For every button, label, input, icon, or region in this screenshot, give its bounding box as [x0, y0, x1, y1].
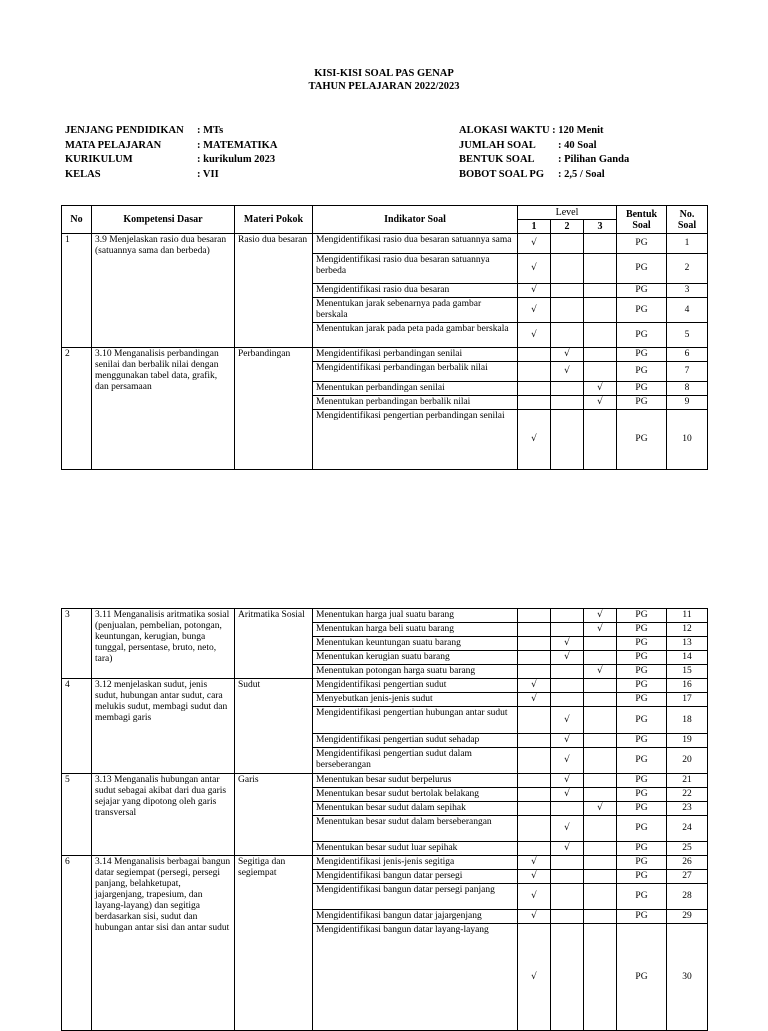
indikator-cell: Mengidentifikasi pengertian sudut sehadap [313, 734, 518, 748]
level-3-cell [584, 910, 617, 924]
level-check-mark: √ [564, 823, 570, 833]
indikator-cell: Mengidentifikasi bangun datar layang-layang [313, 924, 518, 1031]
nomor-soal-cell: 23 [667, 802, 708, 816]
level-3-cell [584, 665, 617, 679]
table-row [62, 348, 708, 362]
meta-key: BENTUK SOAL [459, 154, 535, 165]
materi-pokok-cell: Segitiga dan segiempat [235, 856, 313, 1031]
level-1-cell [518, 816, 551, 842]
level-3-cell [584, 802, 617, 816]
level-1-cell [518, 348, 551, 362]
meta-key: ALOKASI WAKTU [459, 125, 550, 136]
meta-value: : MTs [197, 125, 224, 136]
level-check-mark: √ [531, 238, 537, 248]
meta-row-jumlah [459, 139, 629, 154]
table-row [62, 234, 708, 254]
bentuk-soal-cell: PG [617, 924, 667, 1031]
level-2-cell [551, 870, 584, 884]
level-3-cell [584, 623, 617, 637]
indikator-cell: Menentukan potongan harga suatu barang [313, 665, 518, 679]
nomor-soal-cell: 30 [667, 924, 708, 1031]
level-2-cell [551, 254, 584, 284]
level-3-cell [584, 679, 617, 693]
bentuk-soal-cell: PG [617, 910, 667, 924]
level-3-cell [584, 410, 617, 470]
level-check-mark: √ [564, 366, 570, 376]
level-1-cell [518, 254, 551, 284]
level-1-cell [518, 856, 551, 870]
level-3-cell [584, 748, 617, 774]
level-check-mark: √ [531, 304, 537, 315]
level-3-cell [584, 609, 617, 623]
kisi-kisi-table-page-1 [61, 205, 708, 470]
indikator-cell: Mengidentifikasi bangun datar persegi [313, 870, 518, 884]
indikator-cell: Menentukan jarak sebenarnya pada gambar berskala [313, 298, 518, 323]
level-2-cell [551, 609, 584, 623]
nomor-soal-cell: 26 [667, 856, 708, 870]
level-1-cell [518, 884, 551, 910]
level-3-cell [584, 774, 617, 788]
nomor-soal-cell: 21 [667, 774, 708, 788]
indikator-cell: Menentukan besar sudut dalam sepihak [313, 802, 518, 816]
meta-left [65, 124, 277, 182]
level-2-cell [551, 651, 584, 665]
bentuk-soal-cell: PG [617, 693, 667, 707]
kisi-kisi-table-page-2 [61, 608, 708, 1031]
level-2-cell [551, 842, 584, 856]
meta-value: : 120 Menit [552, 125, 604, 136]
meta-row-kelas [65, 168, 277, 183]
level-2-cell [551, 816, 584, 842]
meta-row-bobot [459, 168, 629, 183]
indikator-cell: Mengidentifikasi rasio dua besaran satuannya sama [313, 234, 518, 254]
group-number: 4 [62, 679, 92, 774]
indikator-cell: Menentukan perbandingan senilai [313, 382, 518, 396]
level-3-cell [584, 842, 617, 856]
indikator-cell: Mengidentifikasi pengertian perbandingan senilai [313, 410, 518, 470]
level-1-cell [518, 298, 551, 323]
bentuk-soal-cell: PG [617, 234, 667, 254]
meta-row-alokasi [459, 124, 629, 139]
meta-key: JUMLAH SOAL [459, 139, 536, 151]
level-check-mark: √ [564, 652, 570, 662]
level-3-cell [584, 870, 617, 884]
level-check-mark: √ [564, 789, 570, 799]
level-3-cell [584, 382, 617, 396]
level-1-cell [518, 870, 551, 884]
level-1-cell [518, 609, 551, 623]
bentuk-soal-cell: PG [617, 651, 667, 665]
level-1-cell [518, 774, 551, 788]
meta-key: BOBOT SOAL PG [459, 168, 544, 180]
level-1-cell [518, 410, 551, 470]
meta-row-jenjang [65, 124, 277, 139]
meta-key: KURIKULUM [65, 154, 133, 165]
level-3-cell [584, 816, 617, 842]
meta-right [459, 124, 629, 182]
indikator-cell: Menentukan besar sudut luar sepihak [313, 842, 518, 856]
level-1-cell [518, 651, 551, 665]
level-2-cell [551, 774, 584, 788]
level-check-mark: √ [531, 263, 537, 273]
level-3-cell [584, 693, 617, 707]
nomor-soal-cell: 7 [667, 362, 708, 382]
meta-key: JENJANG PENDIDIKAN [65, 125, 184, 136]
level-check-mark: √ [531, 857, 537, 867]
level-1-cell [518, 707, 551, 734]
level-check-mark: √ [564, 735, 570, 745]
nomor-soal-cell: 19 [667, 734, 708, 748]
level-check-mark: √ [564, 349, 570, 359]
level-1-cell [518, 623, 551, 637]
nomor-soal-cell: 1 [667, 234, 708, 254]
level-2-cell [551, 284, 584, 298]
group-number: 6 [62, 856, 92, 1031]
indikator-cell: Mengidentifikasi perbandingan berbalik nilai [313, 362, 518, 382]
materi-pokok-cell: Sudut [235, 679, 313, 774]
materi-pokok-cell: Perbandingan [235, 348, 313, 470]
nomor-soal-cell: 17 [667, 693, 708, 707]
level-2-cell [551, 802, 584, 816]
level-3-cell [584, 884, 617, 910]
level-3-cell [584, 284, 617, 298]
header-level: Level [518, 206, 617, 220]
level-3-cell [584, 856, 617, 870]
table-row [62, 679, 708, 693]
level-1-cell [518, 323, 551, 348]
level-3-cell [584, 788, 617, 802]
level-2-cell [551, 748, 584, 774]
level-2-cell [551, 693, 584, 707]
nomor-soal-cell: 11 [667, 609, 708, 623]
level-2-cell [551, 396, 584, 410]
meta-row-bentuk [459, 153, 629, 168]
nomor-soal-cell: 20 [667, 748, 708, 774]
kompetensi-dasar-cell: 3.11 Menganalisis aritmatika sosial (penjualan, pembelian, potongan, keuntungan, kerugian, bunga tunggal, persentase, bruto, neto, tara) [92, 609, 235, 679]
nomor-soal-cell: 28 [667, 884, 708, 910]
nomor-soal-cell: 27 [667, 870, 708, 884]
level-2-cell [551, 348, 584, 362]
level-check-mark: √ [597, 610, 603, 620]
level-2-cell [551, 234, 584, 254]
level-check-mark: √ [597, 397, 603, 407]
meta-value: : 40 Soal [558, 139, 597, 151]
nomor-soal-cell: 13 [667, 637, 708, 651]
materi-pokok-cell: Garis [235, 774, 313, 856]
document-subtitle: TAHUN PELAJARAN 2022/2023 [308, 81, 460, 92]
indikator-cell: Menentukan harga jual suatu barang [313, 609, 518, 623]
level-1-cell [518, 788, 551, 802]
level-1-cell [518, 382, 551, 396]
level-check-mark: √ [531, 694, 537, 704]
bentuk-soal-cell: PG [617, 623, 667, 637]
bentuk-soal-cell: PG [617, 254, 667, 284]
level-2-cell [551, 410, 584, 470]
nomor-soal-cell: 12 [667, 623, 708, 637]
level-3-cell [584, 323, 617, 348]
bentuk-soal-cell: PG [617, 665, 667, 679]
group-number: 1 [62, 234, 92, 348]
level-check-mark: √ [564, 638, 570, 648]
indikator-cell: Menentukan kerugian suatu barang [313, 651, 518, 665]
meta-row-kurikulum [65, 153, 277, 168]
indikator-cell: Mengidentifikasi bangun datar jajargenjang [313, 910, 518, 924]
level-2-cell [551, 910, 584, 924]
nomor-soal-cell: 3 [667, 284, 708, 298]
level-check-mark: √ [531, 329, 537, 340]
level-1-cell [518, 234, 551, 254]
level-2-cell [551, 924, 584, 1031]
level-3-cell [584, 348, 617, 362]
level-check-mark: √ [597, 624, 603, 634]
bentuk-soal-cell: PG [617, 362, 667, 382]
indikator-cell: Menentukan keuntungan suatu barang [313, 637, 518, 651]
level-2-cell [551, 623, 584, 637]
kompetensi-dasar-cell: 3.12 menjelaskan sudut, jenis sudut, hubungan antar sudut, cara melukis sudut, membagi sudut dan membagi garis [92, 679, 235, 774]
level-check-mark: √ [531, 971, 537, 982]
indikator-cell: Menentukan jarak pada peta pada gambar berskala [313, 323, 518, 348]
level-2-cell [551, 362, 584, 382]
indikator-cell: Menyebutkan jenis-jenis sudut [313, 693, 518, 707]
header-indikator-soal: Indikator Soal [313, 206, 518, 234]
level-3-cell [584, 734, 617, 748]
level-1-cell [518, 284, 551, 298]
bentuk-soal-cell: PG [617, 707, 667, 734]
indikator-cell: Menentukan besar sudut berpelurus [313, 774, 518, 788]
indikator-cell: Mengidentifikasi pengertian sudut [313, 679, 518, 693]
level-check-mark: √ [531, 871, 537, 881]
table-row [62, 609, 708, 623]
indikator-cell: Mengidentifikasi bangun datar persegi panjang [313, 884, 518, 910]
level-3-cell [584, 707, 617, 734]
bentuk-soal-cell: PG [617, 774, 667, 788]
meta-value: : MATEMATIKA [197, 139, 278, 151]
bentuk-soal-cell: PG [617, 323, 667, 348]
level-1-cell [518, 665, 551, 679]
level-check-mark: √ [564, 714, 570, 725]
indikator-cell: Mengidentifikasi rasio dua besaran satuannya berbeda [313, 254, 518, 284]
level-1-cell [518, 693, 551, 707]
meta-key: MATA PELAJARAN [65, 139, 162, 151]
indikator-cell: Mengidentifikasi jenis-jenis segitiga [313, 856, 518, 870]
header-level-3: 3 [584, 220, 617, 234]
bentuk-soal-cell: PG [617, 382, 667, 396]
group-number: 3 [62, 609, 92, 679]
header-materi-pokok: Materi Pokok [235, 206, 313, 234]
level-check-mark: √ [531, 434, 537, 444]
bentuk-soal-cell: PG [617, 884, 667, 910]
meta-value: : 2,5 / Soal [558, 168, 605, 180]
bentuk-soal-cell: PG [617, 802, 667, 816]
nomor-soal-cell: 14 [667, 651, 708, 665]
nomor-soal-cell: 4 [667, 298, 708, 323]
level-3-cell [584, 298, 617, 323]
nomor-soal-cell: 18 [667, 707, 708, 734]
level-1-cell [518, 637, 551, 651]
bentuk-soal-cell: PG [617, 348, 667, 362]
level-2-cell [551, 707, 584, 734]
nomor-soal-cell: 16 [667, 679, 708, 693]
bentuk-soal-cell: PG [617, 284, 667, 298]
document-title: KISI-KISI SOAL PAS GENAP [314, 68, 454, 79]
level-1-cell [518, 842, 551, 856]
nomor-soal-cell: 24 [667, 816, 708, 842]
meta-key: KELAS [65, 168, 101, 180]
level-2-cell [551, 788, 584, 802]
bentuk-soal-cell: PG [617, 856, 667, 870]
level-3-cell [584, 651, 617, 665]
level-check-mark: √ [531, 285, 537, 295]
materi-pokok-cell: Rasio dua besaran [235, 234, 313, 348]
level-3-cell [584, 396, 617, 410]
bentuk-soal-cell: PG [617, 609, 667, 623]
meta-row-mapel [65, 139, 277, 154]
header-no: No [62, 206, 92, 234]
level-2-cell [551, 884, 584, 910]
table-row [62, 774, 708, 788]
level-1-cell [518, 802, 551, 816]
level-2-cell [551, 734, 584, 748]
nomor-soal-cell: 2 [667, 254, 708, 284]
level-1-cell [518, 679, 551, 693]
level-3-cell [584, 362, 617, 382]
bentuk-soal-cell: PG [617, 396, 667, 410]
level-2-cell [551, 637, 584, 651]
kompetensi-dasar-cell: 3.14 Menganalisis berbagai bangun datar segiempat (persegi, persegi panjang, belahketupat, jajargenjang, trapesium, dan layang-layang) dan segitiga berdasarkan sisi, sudut dan hubungan antar sisi dan antar sudut [92, 856, 235, 1031]
nomor-soal-cell: 6 [667, 348, 708, 362]
kompetensi-dasar-cell: 3.10 Menganalisis perbandingan senilai dan berbalik nilai dengan menggunakan tabel data, grafik, dan persamaan [92, 348, 235, 470]
indikator-cell: Mengidentifikasi pengertian sudut dalam berseberangan [313, 748, 518, 774]
bentuk-soal-cell: PG [617, 816, 667, 842]
bentuk-soal-cell: PG [617, 637, 667, 651]
indikator-cell: Menentukan harga beli suatu barang [313, 623, 518, 637]
bentuk-soal-cell: PG [617, 298, 667, 323]
level-check-mark: √ [531, 911, 537, 921]
level-check-mark: √ [564, 755, 570, 765]
nomor-soal-cell: 10 [667, 410, 708, 470]
header-no-soal: No. Soal [667, 206, 708, 234]
level-3-cell [584, 637, 617, 651]
level-2-cell [551, 679, 584, 693]
group-number: 2 [62, 348, 92, 470]
level-3-cell [584, 234, 617, 254]
indikator-cell: Mengidentifikasi perbandingan senilai [313, 348, 518, 362]
level-3-cell [584, 924, 617, 1031]
bentuk-soal-cell: PG [617, 870, 667, 884]
bentuk-soal-cell: PG [617, 788, 667, 802]
nomor-soal-cell: 5 [667, 323, 708, 348]
level-2-cell [551, 382, 584, 396]
level-1-cell [518, 362, 551, 382]
header-kompetensi-dasar: Kompetensi Dasar [92, 206, 235, 234]
level-check-mark: √ [564, 775, 570, 785]
level-1-cell [518, 734, 551, 748]
level-1-cell [518, 748, 551, 774]
level-1-cell [518, 396, 551, 410]
meta-value: : Pilihan Ganda [558, 154, 630, 165]
indikator-cell: Mengidentifikasi rasio dua besaran [313, 284, 518, 298]
meta-value: : kurikulum 2023 [197, 154, 276, 165]
indikator-cell: Menentukan perbandingan berbalik nilai [313, 396, 518, 410]
level-2-cell [551, 856, 584, 870]
nomor-soal-cell: 15 [667, 665, 708, 679]
header-bentuk-soal: Bentuk Soal [617, 206, 667, 234]
group-number: 5 [62, 774, 92, 856]
kompetensi-dasar-cell: 3.13 Menganalis hubungan antar sudut sebagai akibat dari dua garis sejajar yang dipotong oleh garis transversal [92, 774, 235, 856]
level-check-mark: √ [564, 843, 570, 853]
nomor-soal-cell: 25 [667, 842, 708, 856]
level-check-mark: √ [597, 666, 603, 676]
level-3-cell [584, 254, 617, 284]
header-level-1: 1 [518, 220, 551, 234]
nomor-soal-cell: 8 [667, 382, 708, 396]
meta-value: : VII [197, 168, 219, 180]
bentuk-soal-cell: PG [617, 748, 667, 774]
bentuk-soal-cell: PG [617, 842, 667, 856]
level-2-cell [551, 323, 584, 348]
bentuk-soal-cell: PG [617, 410, 667, 470]
level-2-cell [551, 665, 584, 679]
kompetensi-dasar-cell: 3.9 Menjelaskan rasio dua besaran (satuannya sama dan berbeda) [92, 234, 235, 348]
level-1-cell [518, 924, 551, 1031]
level-2-cell [551, 298, 584, 323]
level-check-mark: √ [531, 680, 537, 690]
bentuk-soal-cell: PG [617, 734, 667, 748]
level-check-mark: √ [531, 891, 537, 901]
bentuk-soal-cell: PG [617, 679, 667, 693]
nomor-soal-cell: 9 [667, 396, 708, 410]
header-level-2: 2 [551, 220, 584, 234]
table-row [62, 856, 708, 870]
level-1-cell [518, 910, 551, 924]
level-check-mark: √ [597, 383, 603, 393]
level-check-mark: √ [597, 803, 603, 813]
indikator-cell: Menentukan besar sudut bertolak belakang [313, 788, 518, 802]
nomor-soal-cell: 22 [667, 788, 708, 802]
nomor-soal-cell: 29 [667, 910, 708, 924]
indikator-cell: Mengidentifikasi pengertian hubungan antar sudut [313, 707, 518, 734]
materi-pokok-cell: Aritmatika Sosial [235, 609, 313, 679]
indikator-cell: Menentukan besar sudut dalam berseberangan [313, 816, 518, 842]
